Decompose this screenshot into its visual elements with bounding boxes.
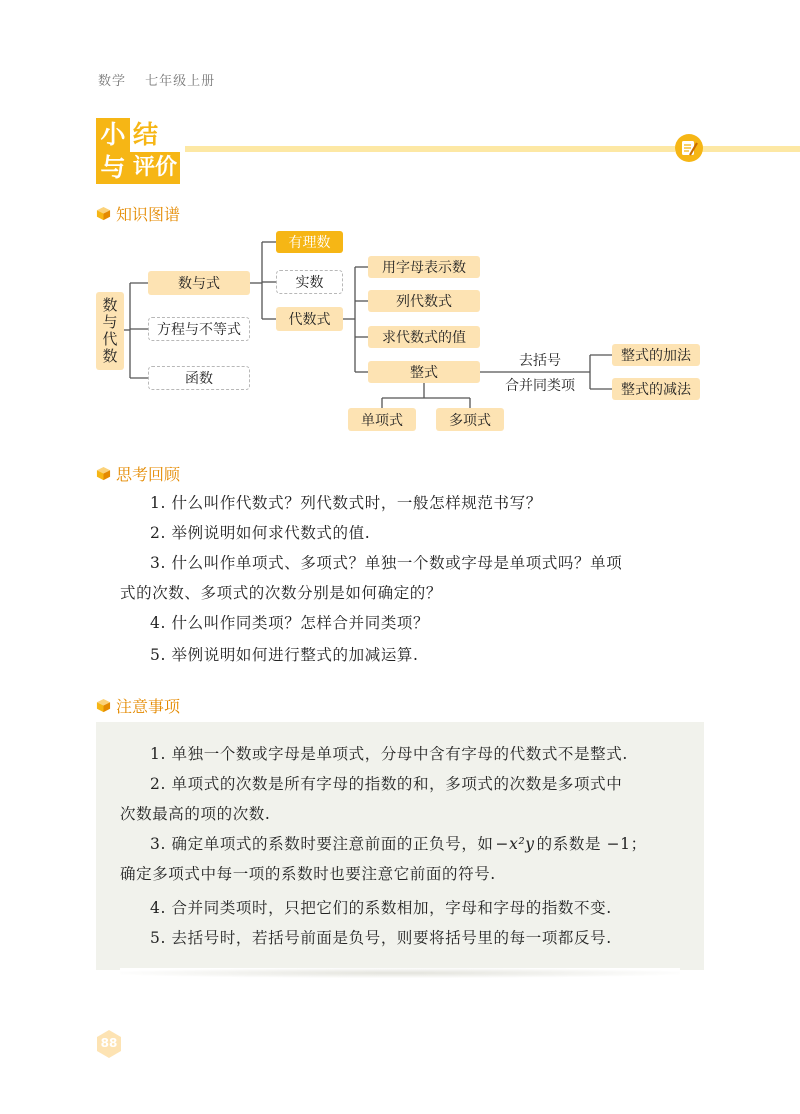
title-box-yu: 与 [96,152,130,184]
title-text-jie: 结 [133,120,159,149]
note-item-3-cont: 确定多项式中每一项的系数时也要注意它前面的符号. [120,865,496,883]
note-item-3 [150,833,647,855]
title-box-xiao: 小 [96,118,130,152]
page-number: 88 [100,1036,118,1050]
map-label-hebing: 合并同类项 [505,378,575,394]
note-item-3-post: 的系数是 −1； [536,835,647,853]
section-heading-review [96,462,180,485]
cube-icon [96,466,111,481]
header-volume: 七年级上册 [145,74,216,89]
notes-box-shadow [120,968,680,978]
note-item-1: 1. 单独一个数或字母是单项式，分母中含有字母的代数式不是整式. [150,745,628,763]
note-item-4: 4. 合并同类项时，只把它们的系数相加，字母和字母的指数不变. [150,899,612,917]
review-item-2: 2. 举例说明如何求代数式的值. [150,524,371,542]
section-title-notes: 注意事项 [116,697,181,716]
section-heading-notes [96,694,180,717]
review-item-3-cont: 式的次数、多项式的次数分别是如何确定的？ [120,584,443,602]
cube-icon [96,698,111,713]
note-item-2-cont: 次数最高的项的次数. [120,805,271,823]
map-node-root: 数与代数 [96,292,124,370]
note-item-2: 2. 单项式的次数是所有字母的指数的和，多项式的次数是多项式中 [150,775,623,793]
map-node-qiuzhi: 求代数式的值 [368,326,480,348]
map-node-daishushi: 代数式 [276,307,343,331]
map-node-youlishu: 有理数 [276,231,343,253]
map-node-jiafa: 整式的加法 [612,344,700,366]
section-title-review: 思考回顾 [116,465,181,484]
map-node-danxiang: 单项式 [348,408,416,431]
map-node-hanshu: 函数 [148,366,250,390]
map-node-duoxiang: 多项式 [436,408,504,431]
map-node-shishu: 实数 [276,270,343,294]
map-label-quqiuhao: 去括号 [519,353,561,369]
section-title-map: 知识图谱 [116,205,181,224]
note-item-3-pre: 3. 确定单项式的系数时要注意前面的正负号，如 [150,835,494,853]
note-item-3-expr: −x²y [495,835,535,853]
map-node-yongzimu: 用字母表示数 [368,256,480,278]
title-box-pingjia: 评价 [130,152,180,184]
review-item-3: 3. 什么叫作单项式、多项式？单独一个数或字母是单项式吗？单项 [150,554,623,572]
header-subject: 数学 [98,74,127,89]
note-item-5: 5. 去括号时，若括号前面是负号，则要将括号里的每一项都反号. [150,929,612,947]
map-node-liedaishu: 列代数式 [368,290,480,312]
map-node-shuyushi: 数与式 [148,271,250,295]
map-node-jianfa: 整式的减法 [612,378,700,400]
map-node-fangcheng: 方程与不等式 [148,317,250,341]
map-node-zhengshi: 整式 [368,361,480,383]
review-item-4: 4. 什么叫作同类项？怎样合并同类项？ [150,614,430,632]
review-item-5: 5. 举例说明如何进行整式的加减运算. [150,646,419,664]
review-item-1: 1. 什么叫作代数式？列代数式时，一般怎样规范书写？ [150,494,542,512]
